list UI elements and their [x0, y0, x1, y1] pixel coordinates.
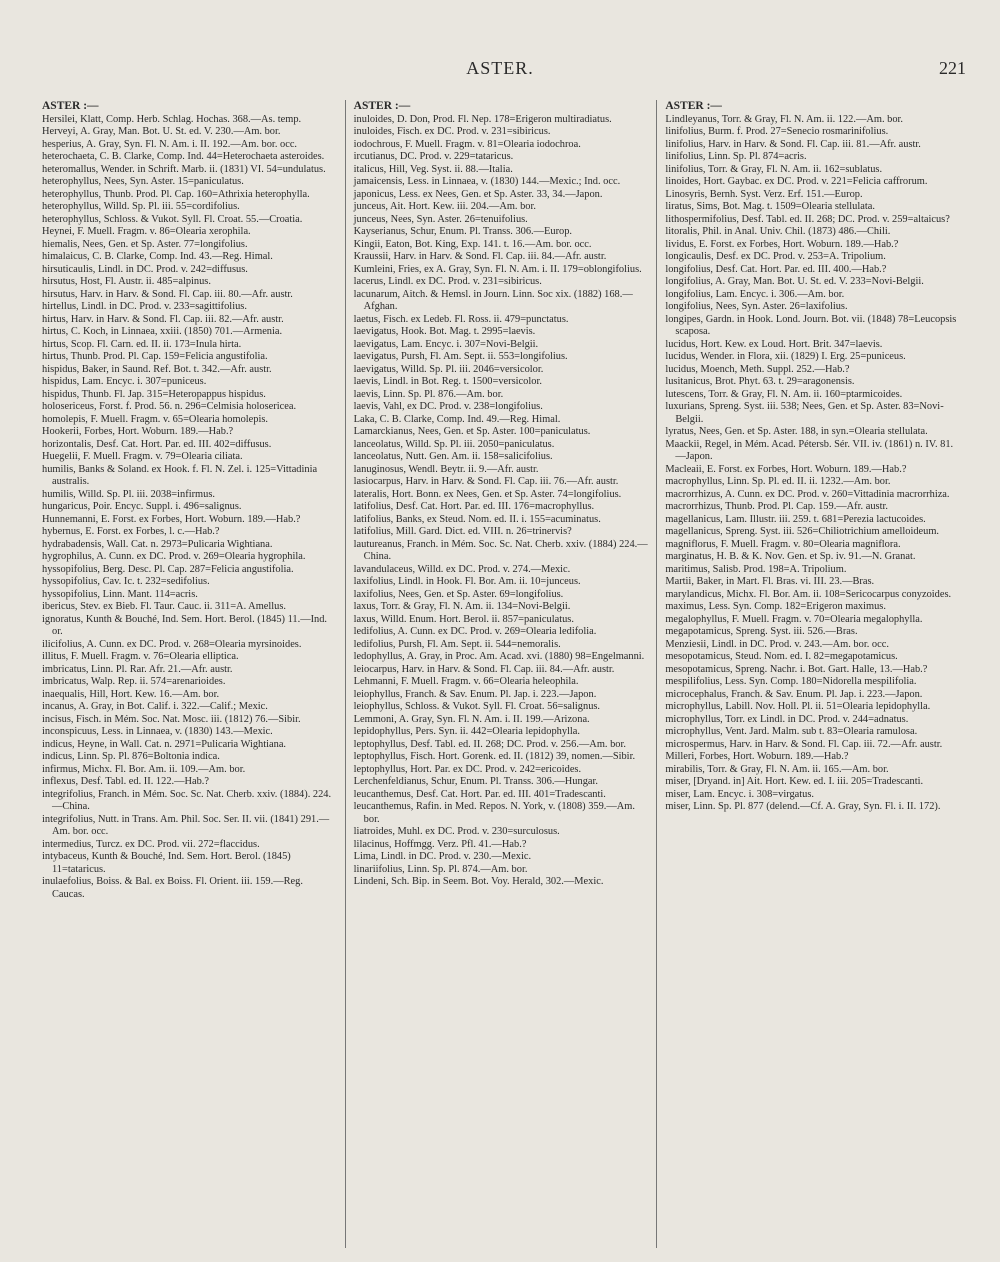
index-entry: miser, [Dryand. in] Ait. Hort. Kew. ed. I. iii. 205=Tradescanti.	[665, 776, 924, 787]
index-entry: lateralis, Hort. Bonn. ex Nees, Gen. et Sp. Aster. 74=longifolius.	[353, 488, 622, 500]
index-entry: leiophyllus, Franch. & Sav. Enum. Pl. Jap. i. 223.—Japon.	[353, 688, 597, 700]
index-entry: imbricatus, Linn. Pl. Rar. Afr. 21.—Afr. austr.	[42, 663, 233, 675]
index-entry: marginatus, H. B. & K. Nov. Gen. et Sp. iv. 91.—N. Granat.	[665, 551, 916, 562]
index-entry: inulaefolius, Boiss. & Bal. ex Boiss. Fl. Orient. iii. 159.—Reg. Caucas.	[42, 876, 303, 900]
index-entry: junceus, Ait. Hort. Kew. iii. 204.—Am. bor.	[353, 201, 536, 212]
index-entry: iodochrous, F. Muell. Fragm. v. 81=Olearia iodochroa.	[353, 138, 581, 150]
index-entry: magniflorus, F. Muell. Fragm. v. 80=Olearia magniflora.	[665, 538, 901, 550]
index-entry: heterochaeta, C. B. Clarke, Comp. Ind. 44=Heterochaeta asteroides.	[42, 151, 325, 162]
index-entry: lanuginosus, Wendl. Beytr. ii. 9.—Afr. austr.	[353, 463, 539, 475]
index-entry: ledifolius, Pursh, Fl. Am. Sept. ii. 544=nemoralis.	[353, 638, 561, 650]
page-title: ASTER.	[466, 58, 534, 78]
index-entry: mesopotamicus, Spreng. Nachr. i. Bot. Gart. Halle, 13.—Hab.?	[665, 663, 928, 675]
index-entry: longicaulis, Desf. ex DC. Prod. v. 253=A. Tripolium.	[665, 251, 886, 262]
index-entry: linifolius, Linn. Sp. Pl. 874=acris.	[665, 151, 807, 162]
index-entry: infirmus, Michx. Fl. Bor. Am. ii. 109.—Am. bor.	[42, 763, 246, 775]
index-entry: Laka, C. B. Clarke, Comp. Ind. 49.—Reg. Himal.	[353, 413, 561, 425]
index-entry: intybaceus, Kunth & Bouché, Ind. Sem. Hort. Berol. (1845) 11=tataricus.	[42, 851, 291, 875]
index-entry: microcephalus, Franch. & Sav. Enum. Pl. Jap. i. 223.—Japon.	[665, 688, 923, 700]
index-entry: italicus, Hill, Veg. Syst. ii. 88.—Italia.	[353, 163, 513, 175]
index-entry: liatroides, Muhl. ex DC. Prod. v. 230=surculosus.	[353, 826, 560, 837]
index-entry: Kingii, Eaton, Bot. King, Exp. 141. t. 16.—Am. bor. occ.	[353, 238, 592, 250]
index-entry: himalaicus, C. B. Clarke, Comp. Ind. 43.—Reg. Himal.	[42, 251, 273, 262]
index-entry: hygrophilus, A. Cunn. ex DC. Prod. v. 269=Olearia hygrophila.	[42, 551, 306, 562]
index-entry: intermedius, Turcz. ex DC. Prod. vii. 272=flaccidus.	[42, 838, 260, 850]
index-entry: inuloides, Fisch. ex DC. Prod. v. 231=sibiricus.	[353, 126, 551, 137]
index-entry: macrorrhizus, Thunb. Prod. Pl. Cap. 159.—Afr. austr.	[665, 501, 888, 512]
page-header	[30, 58, 970, 84]
index-entry: microphyllus, Vent. Jard. Malm. sub t. 83=Olearia ramulosa.	[665, 726, 918, 737]
index-entry: Lemmoni, A. Gray, Syn. Fl. N. Am. i. II. 199.—Arizona.	[353, 713, 590, 725]
index-entry: litoralis, Phil. in Anal. Univ. Chil. (1873) 486.—Chili.	[665, 226, 891, 237]
index-entry: hirtus, Scop. Fl. Carn. ed. II. ii. 173=Inula hirta.	[42, 338, 242, 350]
index-entry: hyssopifolius, Cav. Ic. t. 232=sedifolius.	[42, 576, 210, 587]
index-entry: Huegelii, F. Muell. Fragm. v. 79=Olearia ciliata.	[42, 451, 243, 462]
index-entry: magellanicus, Lam. Illustr. iii. 259. t. 681=Perezia lactucoides.	[665, 513, 926, 525]
index-entry: leucanthemus, Desf. Cat. Hort. Par. ed. III. 401=Tradescanti.	[353, 788, 606, 800]
index-entry: macrophyllus, Linn. Sp. Pl. ed. II. ii. 1232.—Am. bor.	[665, 476, 891, 487]
page-number: 221	[939, 58, 966, 78]
index-entry: Menziesii, Lindl. in DC. Prod. v. 243.—Am. bor. occ.	[665, 638, 889, 650]
column-1	[34, 100, 345, 1248]
index-entry: inuloides, D. Don, Prod. Fl. Nep. 178=Erigeron multiradiatus.	[353, 113, 612, 125]
index-entry: hyssopifolius, Linn. Mant. 114=acris.	[42, 588, 198, 600]
index-entry: Lerchenfeldianus, Schur, Enum. Pl. Transs. 306.—Hungar.	[353, 776, 598, 787]
index-entry: latifolius, Mill. Gard. Dict. ed. VIII. n. 26=trinervis?	[353, 526, 572, 537]
index-entry: jamaicensis, Less. in Linnaea, v. (1830) 144.—Mexic.; Ind. occ.	[353, 176, 621, 187]
index-entry: maximus, Less. Syn. Comp. 182=Erigeron maximus.	[665, 601, 886, 612]
column-heading: ASTER :—	[353, 100, 411, 112]
index-entry: inconspicuus, Less. in Linnaea, v. (1830) 143.—Mexic.	[42, 726, 273, 737]
index-entry: mirabilis, Torr. & Gray, Fl. N. Am. ii. 165.—Am. bor.	[665, 763, 889, 775]
index-entry: hyssopifolius, Berg. Desc. Pl. Cap. 287=Felicia angustifolia.	[42, 563, 294, 575]
index-entry: hirtus, Harv. in Harv. & Sond. Fl. Cap. iii. 82.—Afr. austr.	[42, 313, 284, 325]
index-entry: laevis, Lindl. in Bot. Reg. t. 1500=versicolor.	[353, 376, 542, 387]
index-entry: integrifolius, Nutt. in Trans. Am. Phil. Soc. Ser. II. vii. (1841) 291.—Am. bor. occ.	[42, 813, 330, 837]
index-entry: hirtellus, Lindl. in DC. Prod. v. 233=sagittifolius.	[42, 301, 247, 312]
index-entry: microspermus, Harv. in Harv. & Sond. Fl. Cap. iii. 72.—Afr. austr.	[665, 738, 943, 750]
index-entry: ibericus, Stev. ex Bieb. Fl. Taur. Cauc. ii. 311=A. Amellus.	[42, 601, 286, 612]
index-entry: heterophyllus, Thunb. Prod. Pl. Cap. 160=Athrixia heterophylla.	[42, 188, 310, 200]
index-entry: longipes, Gardn. in Hook. Lond. Journ. Bot. vii. (1848) 78=Leucopsis scaposa.	[665, 313, 957, 337]
index-entry: lacerus, Lindl. ex DC. Prod. v. 231=sibiricus.	[353, 276, 542, 287]
index-entry: longifolius, Nees, Syn. Aster. 26=laxifolius.	[665, 301, 848, 312]
index-entry: homolepis, F. Muell. Fragm. v. 65=Olearia homolepis.	[42, 413, 268, 425]
index-entry: magellanicus, Spreng. Syst. iii. 526=Chiliotrichium amelloideum.	[665, 526, 940, 537]
index-entry: microphyllus, Labill. Nov. Holl. Pl. ii. 51=Olearia lepidophylla.	[665, 701, 931, 712]
index-entry: macrorrhizus, A. Cunn. ex DC. Prod. v. 260=Vittadinia macrorrhiza.	[665, 488, 950, 500]
index-entry: holosericeus, Forst. f. Prod. 56. n. 296=Celmisia holosericea.	[42, 401, 297, 412]
index-entry: laxifolius, Lindl. in Hook. Fl. Bor. Am. ii. 10=junceus.	[353, 576, 581, 587]
index-entry: lanceolatus, Willd. Sp. Pl. iii. 2050=paniculatus.	[353, 438, 555, 450]
index-entry: junceus, Nees, Syn. Aster. 26=tenuifolius.	[353, 213, 528, 225]
index-columns	[34, 100, 968, 1248]
index-entry: Lehmanni, F. Muell. Fragm. v. 66=Olearia heleophila.	[353, 676, 579, 687]
index-entry: linoides, Hort. Gaybac. ex DC. Prod. v. 221=Felicia caffrorum.	[665, 176, 928, 187]
index-entry: miser, Lam. Encyc. i. 308=virgatus.	[665, 788, 815, 800]
index-entry: Milleri, Forbes, Hort. Woburn. 189.—Hab.?	[665, 751, 849, 762]
index-entry: Hersilei, Klatt, Comp. Herb. Schlag. Hochas. 368.—As. temp.	[42, 113, 302, 125]
index-entry: heterophyllus, Willd. Sp. Pl. iii. 55=cordifolius.	[42, 201, 240, 212]
index-entry: hybernus, E. Forst. ex Forbes, l. c.—Hab.?	[42, 526, 220, 537]
index-entry: laevigatus, Hook. Bot. Mag. t. 2995=laevis.	[353, 326, 536, 337]
index-entry: leptophyllus, Desf. Tabl. ed. II. 268; DC. Prod. v. 256.—Am. bor.	[353, 738, 626, 750]
index-entry: lucidus, Hort. Kew. ex Loud. Hort. Brit. 347=laevis.	[665, 338, 883, 350]
index-entry: hirsutus, Host, Fl. Austr. ii. 485=alpinus.	[42, 276, 211, 287]
index-entry: hirsuticaulis, Lindl. in DC. Prod. v. 242=diffusus.	[42, 263, 248, 275]
index-entry: hispidus, Lam. Encyc. i. 307=puniceus.	[42, 376, 207, 387]
index-entry: liratus, Sims, Bot. Mag. t. 1509=Olearia stellulata.	[665, 201, 875, 212]
index-entry: Lindleyanus, Torr. & Gray, Fl. N. Am. ii. 122.—Am. bor.	[665, 113, 904, 125]
index-entry: Macleaii, E. Forst. ex Forbes, Hort. Woburn. 189.—Hab.?	[665, 463, 907, 475]
index-entry: Lindeni, Sch. Bip. in Seem. Bot. Voy. Herald, 302.—Mexic.	[353, 876, 604, 887]
index-entry: lucidus, Wender. in Flora, xii. (1829) I. Erg. 25=puniceus.	[665, 351, 906, 362]
index-entry: lepidophyllus, Pers. Syn. ii. 442=Olearia lepidophylla.	[353, 726, 581, 737]
index-entry: hispidus, Thunb. Fl. Jap. 315=Heteropappus hispidus.	[42, 388, 266, 400]
index-entry: lyratus, Nees, Gen. et Sp. Aster. 188, in syn.=Olearia stellulata.	[665, 426, 928, 437]
index-entry: linifolius, Burm. f. Prod. 27=Senecio rosmarinifolius.	[665, 126, 889, 137]
index-entry: lividus, E. Forst. ex Forbes, Hort. Woburn. 189.—Hab.?	[665, 238, 899, 250]
index-entry: linifolius, Torr. & Gray, Fl. N. Am. ii. 162=sublatus.	[665, 163, 883, 175]
index-entry: miser, Linn. Sp. Pl. 877 (delend.—Cf. A. Gray, Syn. Fl. i. II. 172).	[665, 801, 941, 812]
index-entry: lithospermifolius, Desf. Tabl. ed. II. 268; DC. Prod. v. 259=altaicus?	[665, 213, 950, 225]
index-entry: lacunarum, Aitch. & Hemsl. in Journ. Linn. Soc xix. (1882) 168.—Afghan.	[353, 288, 633, 312]
index-entry: ircutianus, DC. Prod. v. 229=tataricus.	[353, 151, 514, 162]
index-entry: laevigatus, Willd. Sp. Pl. iii. 2046=versicolor.	[353, 363, 544, 375]
index-entry: laevigatus, Lam. Encyc. i. 307=Novi-Belgii.	[353, 338, 539, 350]
index-entry: lilacinus, Hoffmgg. Verz. Pfl. 41.—Hab.?	[353, 838, 527, 850]
index-entry: heterophyllus, Nees, Syn. Aster. 15=paniculatus.	[42, 176, 244, 187]
index-entry: incisus, Fisch. in Mém. Soc. Nat. Mosc. iii. (1812) 76.—Sibir.	[42, 713, 301, 725]
index-entry: maritimus, Salisb. Prod. 198=A. Tripolium.	[665, 563, 847, 575]
index-entry: longifolius, Lam. Encyc. i. 306.—Am. bor.	[665, 288, 845, 300]
index-entry: humilis, Banks & Soland. ex Hook. f. Fl. N. Zel. i. 125=Vittadinia australis.	[42, 463, 318, 487]
index-entry: japonicus, Less. ex Nees, Gen. et Sp. Aster. 33, 34.—Japon.	[353, 188, 603, 200]
index-entry: Heynei, F. Muell. Fragm. v. 86=Olearia xerophila.	[42, 226, 251, 237]
index-entry: illitus, F. Muell. Fragm. v. 76=Olearia elliptica.	[42, 651, 239, 662]
index-entry: laevigatus, Pursh, Fl. Am. Sept. ii. 553=longifolius.	[353, 351, 568, 362]
index-entry: linifolius, Harv. in Harv. & Sond. Fl. Cap. iii. 81.—Afr. austr.	[665, 138, 921, 150]
index-entry: indicus, Heyne, in Wall. Cat. n. 2971=Pulicaria Wightiana.	[42, 738, 287, 750]
index-entry: Linosyris, Bernh. Syst. Verz. Erf. 151.—Europ.	[665, 188, 863, 200]
index-entry: inaequalis, Hill, Hort. Kew. 16.—Am. bor.	[42, 688, 220, 700]
index-entry: imbricatus, Walp. Rep. ii. 574=arenarioides.	[42, 676, 226, 687]
index-entry: Maackii, Regel, in Mém. Acad. Pétersb. Sér. VII. iv. (1861) n. IV. 81.—Japon.	[665, 438, 954, 462]
index-entry: Kumleini, Fries, ex A. Gray, Syn. Fl. N. Am. i. II. 179=oblongifolius.	[353, 263, 642, 275]
index-entry: leiophyllus, Schloss. & Vukot. Syll. Fl. Croat. 56=salignus.	[353, 701, 601, 712]
index-entry: mespilifolius, Less. Syn. Comp. 180=Nidorella mespilifolia.	[665, 676, 917, 687]
index-entry: ilicifolius, A. Cunn. ex DC. Prod. v. 268=Olearia myrsinoides.	[42, 638, 302, 650]
index-entry: longifolius, A. Gray, Man. Bot. U. St. ed. V. 233=Novi-Belgii.	[665, 276, 924, 287]
index-entry: latifolius, Desf. Cat. Hort. Par. ed. III. 176=macrophyllus.	[353, 501, 595, 512]
index-entry: leucanthemus, Rafin. in Med. Repos. N. York, v. (1808) 359.—Am. bor.	[353, 801, 635, 825]
index-entry: hesperius, A. Gray, Syn. Fl. N. Am. i. II. 192.—Am. bor. occ.	[42, 138, 298, 150]
index-entry: latifolius, Banks, ex Steud. Nom. ed. II. i. 155=acuminatus.	[353, 513, 601, 525]
index-entry: megalophyllus, F. Muell. Fragm. v. 70=Olearia megalophylla.	[665, 613, 923, 625]
index-entry: hungaricus, Poir. Encyc. Suppl. i. 496=salignus.	[42, 501, 242, 512]
column-heading: ASTER :—	[665, 100, 722, 112]
index-entry: mesopotamicus, Steud. Nom. ed. I. 82=megapotamicus.	[665, 651, 898, 662]
index-entry: hirsutus, Harv. in Harv. & Sond. Fl. Cap. iii. 80.—Afr. austr.	[42, 288, 293, 300]
index-entry: hydrabadensis, Wall. Cat. n. 2973=Pulicaria Wightiana.	[42, 538, 273, 550]
index-entry: hirtus, Thunb. Prod. Pl. Cap. 159=Felicia angustifolia.	[42, 351, 268, 362]
index-entry: microphyllus, Torr. ex Lindl. in DC. Prod. v. 244=adnatus.	[665, 713, 909, 725]
index-entry: ledophyllus, A. Gray, in Proc. Am. Acad. xvi. (1880) 98=Engelmanni.	[353, 651, 645, 662]
index-entry: linariifolius, Linn. Sp. Pl. 874.—Am. bor.	[353, 863, 528, 875]
index-entry: lavandulaceus, Willd. ex DC. Prod. v. 274.—Mexic.	[353, 563, 571, 575]
index-entry: ignoratus, Kunth & Bouché, Ind. Sem. Hort. Berol. (1845) 11.—Ind. or.	[42, 613, 328, 637]
index-entry: Hunnemanni, E. Forst. ex Forbes, Hort. Woburn. 189.—Hab.?	[42, 513, 301, 525]
column-2	[345, 100, 657, 1248]
index-entry: laxifolius, Nees, Gen. et Sp. Aster. 69=longifolius.	[353, 588, 564, 600]
index-entry: lusitanicus, Brot. Phyt. 63. t. 29=aragonensis.	[665, 376, 855, 387]
index-entry: leptophyllus, Hort. Par. ex DC. Prod. v. 242=ericoides.	[353, 763, 582, 775]
index-entry: lanceolatus, Nutt. Gen. Am. ii. 158=salicifolius.	[353, 451, 553, 462]
index-entry: laevis, Vahl, ex DC. Prod. v. 238=longifolius.	[353, 401, 543, 412]
index-entry: Lamarckianus, Nees, Gen. et Sp. Aster. 100=paniculatus.	[353, 426, 591, 437]
index-entry: lutescens, Torr. & Gray, Fl. N. Am. ii. 160=ptarmicoides.	[665, 388, 903, 400]
index-entry: hirtus, C. Koch, in Linnaea, xxiii. (1850) 701.—Armenia.	[42, 326, 283, 337]
index-entry: lautureanus, Franch. in Mém. Soc. Sc. Nat. Cherb. xxiv. (1884) 224.—China.	[353, 538, 648, 562]
index-entry: humilis, Willd. Sp. Pl. iii. 2038=infirmus.	[42, 488, 215, 500]
index-entry: Kayserianus, Schur, Enum. Pl. Transs. 306.—Europ.	[353, 226, 573, 237]
column-3	[656, 100, 968, 1248]
index-entry: Hookerii, Forbes, Hort. Woburn. 189.—Hab.?	[42, 426, 234, 437]
index-entry: lasiocarpus, Harv. in Harv. & Sond. Fl. Cap. iii. 76.—Afr. austr.	[353, 476, 619, 487]
index-entry: inflexus, Desf. Tabl. ed. II. 122.—Hab.?	[42, 776, 210, 787]
index-entry: laxus, Willd. Enum. Hort. Berol. ii. 857=paniculatus.	[353, 613, 574, 625]
index-entry: Martii, Baker, in Mart. Fl. Bras. vi. III. 23.—Bras.	[665, 576, 875, 587]
index-entry: incanus, A. Gray, in Bot. Calif. i. 322.—Calif.; Mexic.	[42, 701, 268, 712]
index-entry: Kraussii, Harv. in Harv. & Sond. Fl. Cap. iii. 84.—Afr. austr.	[353, 251, 607, 262]
index-entry: Herveyi, A. Gray, Man. Bot. U. St. ed. V. 230.—Am. bor.	[42, 126, 281, 137]
index-entry: laxus, Torr. & Gray, Fl. N. Am. ii. 134=Novi-Belgii.	[353, 601, 571, 612]
index-entry: leiocarpus, Harv. in Harv. & Sond. Fl. Cap. iii. 84.—Afr. austr.	[353, 663, 615, 675]
column-heading: ASTER :—	[42, 100, 99, 112]
index-entry: indicus, Linn. Sp. Pl. 876=Boltonia indica.	[42, 751, 220, 762]
index-entry: megapotamicus, Spreng. Syst. iii. 526.—Bras.	[665, 626, 858, 637]
index-entry: laetus, Fisch. ex Ledeb. Fl. Ross. ii. 479=punctatus.	[353, 313, 569, 325]
index-entry: Lima, Lindl. in DC. Prod. v. 230.—Mexic.	[353, 851, 532, 862]
index-entry: heteromallus, Wender. in Schrift. Marb. ii. (1831) VI. 54=undulatus.	[42, 163, 326, 175]
index-entry: marylandicus, Michx. Fl. Bor. Am. ii. 108=Sericocarpus conyzoides.	[665, 588, 952, 600]
index-entry: ledifolius, A. Cunn. ex DC. Prod. v. 269=Olearia ledifolia.	[353, 626, 597, 637]
index-entry: hispidus, Baker, in Saund. Ref. Bot. t. 342.—Afr. austr.	[42, 363, 272, 375]
index-entry: luxurians, Spreng. Syst. iii. 538; Nees, Gen. et Sp. Aster. 83=Novi-Belgii.	[665, 401, 944, 425]
index-entry: laevis, Linn. Sp. Pl. 876.—Am. bor.	[353, 388, 504, 400]
index-entry: hiemalis, Nees, Gen. et Sp. Aster. 77=longifolius.	[42, 238, 248, 250]
index-entry: lucidus, Moench, Meth. Suppl. 252.—Hab.?	[665, 363, 850, 375]
index-entry: leptophyllus, Fisch. Hort. Gorenk. ed. II. (1812) 39, nomen.—Sibir.	[353, 751, 636, 762]
index-entry: heterophyllus, Schloss. & Vukot. Syll. Fl. Croat. 55.—Croatia.	[42, 213, 303, 225]
index-entry: integrifolius, Franch. in Mém. Soc. Sc. Nat. Cherb. xxiv. (1884). 224.—China.	[42, 788, 332, 812]
index-entry: longifolius, Desf. Cat. Hort. Par. ed. III. 400.—Hab.?	[665, 263, 887, 275]
index-entry: horizontalis, Desf. Cat. Hort. Par. ed. III. 402=diffusus.	[42, 438, 272, 450]
